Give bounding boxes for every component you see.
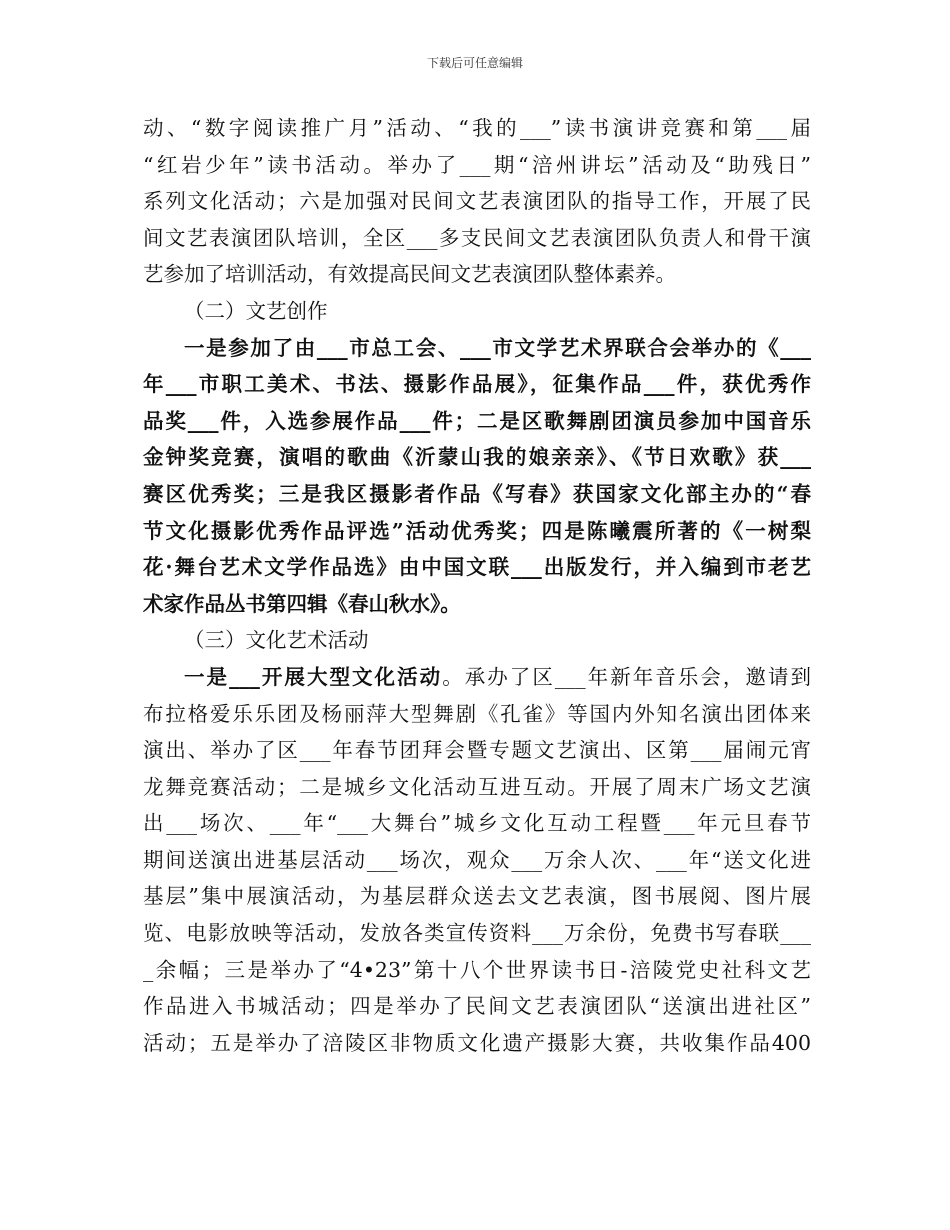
text-line: 览、电影放映等活动，发放各类宣传资料___万余份，免费书写春联___ [143,921,811,946]
text-line: 金钟奖竞赛，演唱的歌曲《沂蒙山我的娘亲亲》、《节日欢歌》获___ [143,445,811,470]
text-line: 期间送演出进基层活动___场次，观众___万余人次、___年“送文化进 [143,847,811,872]
text-line: 艺参加了培训活动，有效提高民间文艺表演团队整体素养。 [143,262,676,287]
text-line: 出___场次、___年“___大舞台”城乡文化互动工程暨___年元旦春节 [143,811,811,836]
paragraph-literary-creation [143,330,811,623]
bold-lead-phrase: 一是___开展大型文化活动 [184,664,443,689]
text-line: 演出、举办了区___年春节团拜会暨专题文艺演出、区第___届闹元宵 [143,738,811,763]
text-line: 布拉格爱乐乐团及杨丽萍大型舞剧《孔雀》等国内外知名演出团体来 [143,701,811,726]
text-line: 活动；五是举办了涪陵区非物质文化遗产摄影大赛，共收集作品400 [143,1030,811,1055]
text-line: 作品进入书城活动；四是举办了民间文艺表演团队“送演出进社区” [143,994,811,1019]
text-line: 动、“数字阅读推广月”活动、“我的___”读书演讲竞赛和第___届 [143,116,811,140]
text-line: 术家作品丛书第四辑《春山秋水》。 [143,591,461,616]
text-line: 年___市职工美术、书法、摄影作品展》，征集作品___件，获优秀作 [143,372,811,397]
text-line: 龙舞竞赛活动；二是城乡文化活动互进互动。开展了周末广场文艺演 [143,774,811,799]
text-line: “红岩少年”读书活动。举办了___期“涪州讲坛”活动及“助残日” [143,152,811,177]
text-line: 花·舞台艺术文学作品选》由中国文联___出版发行，并入编到市老艺 [143,555,811,580]
paragraph-continuation [143,110,811,293]
text-line: _余幅；三是举办了“4•23”第十八个世界读书日-涪陵党史社科文艺 [143,957,811,982]
section-heading-cultural-activities: （三）文化艺术活动 [184,628,369,653]
text-line: 节文化摄影优秀作品评选”活动优秀奖；四是陈曦震所著的《一树梨 [143,518,811,543]
section-heading-literary-creation: （二）文艺创作 [184,298,328,323]
text-line [143,659,811,696]
page-header: 下载后可任意编辑 [426,56,523,70]
text-line: 间文艺表演团队培训，全区___多支民间文艺表演团队负责人和骨干演 [143,225,811,250]
text-segment: 。承办了区___年新年音乐会，邀请到 [442,664,812,689]
text-line: 基层”集中展演活动，为基层群众送去文艺表演，图书展阅、图片展 [143,884,811,909]
text-line: 一是参加了由___市总工会、___市文学艺术界联合会举办的《___ [184,335,811,360]
text-line: 赛区优秀奖；三是我区摄影者作品《写春》获国家文化部主办的“春 [143,481,811,506]
document-body [143,110,811,1061]
paragraph-cultural-activities [143,659,811,1062]
text-line: 系列文化活动；六是加强对民间文艺表演团队的指导工作，开展了民 [143,189,811,214]
text-line: 品奖___件，入选参展作品___件；二是区歌舞剧团演员参加中国音乐 [143,408,811,433]
